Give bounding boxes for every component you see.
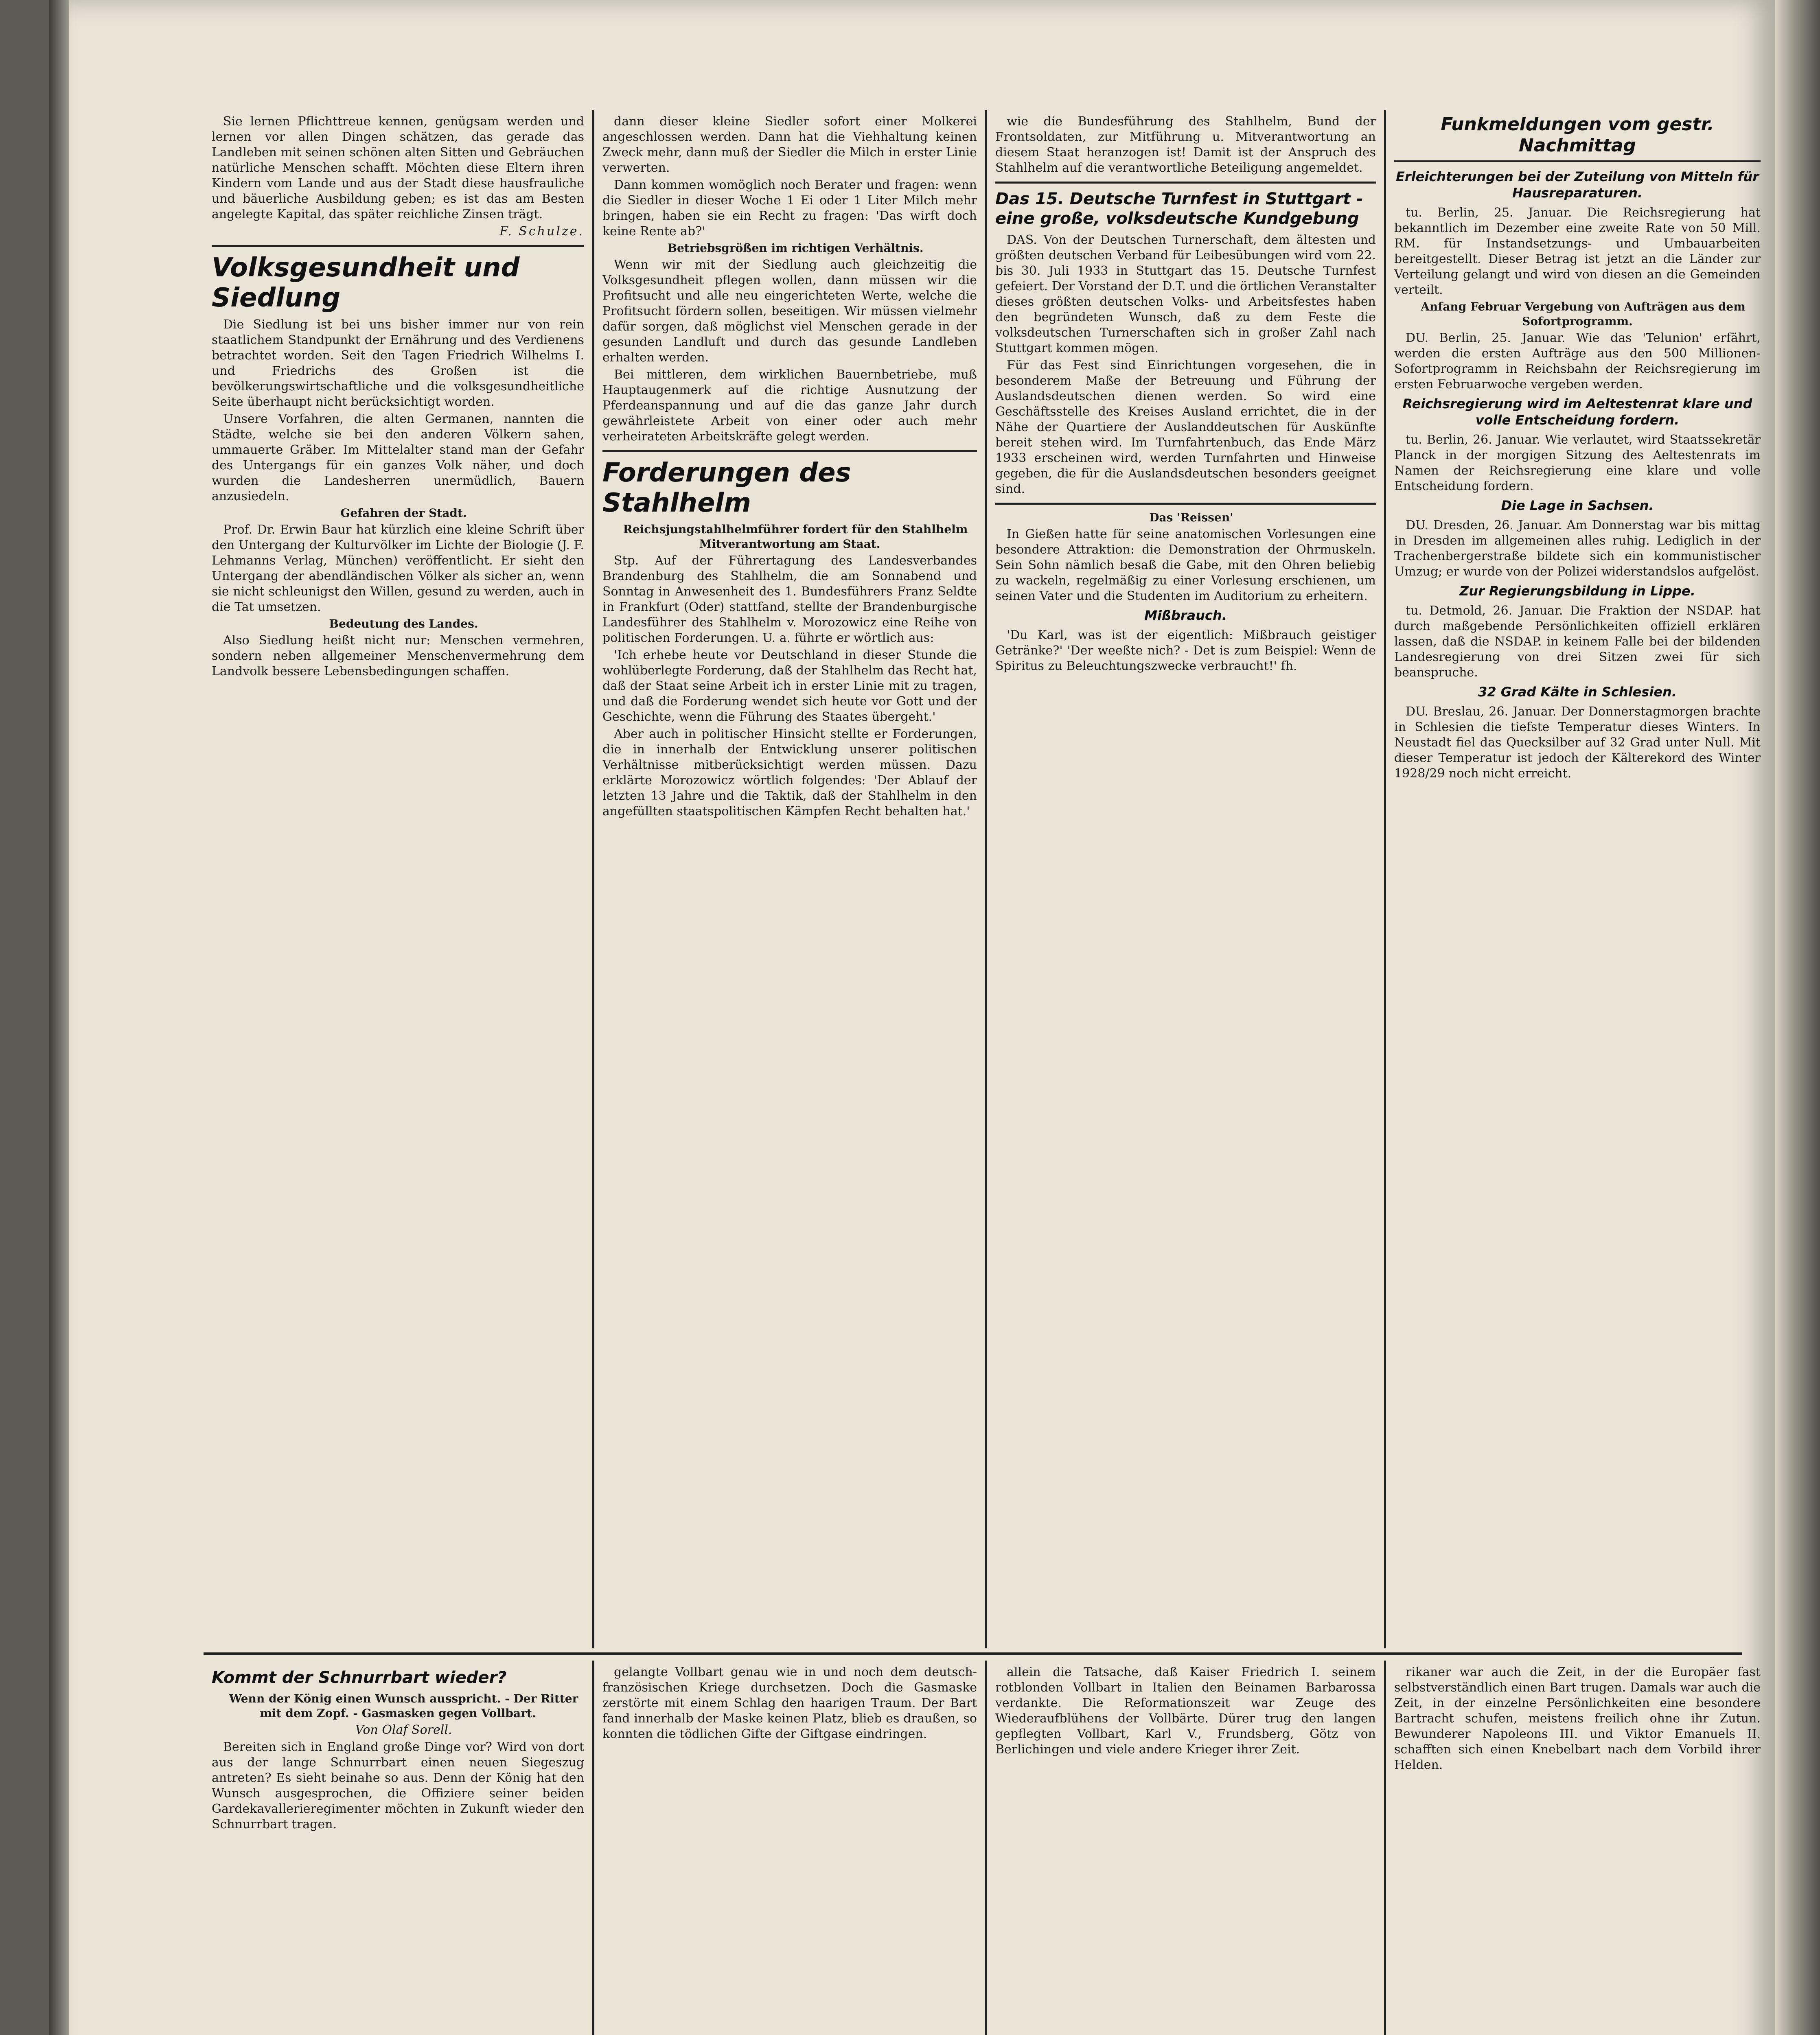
article-headline: Forderungen des Stahlhelm [602, 458, 851, 518]
article-paragraph: Unsere Vorfahren, die alten Germanen, nannten die Städte, welche sie bei den anderen Völkern sahen, ummauerte Gräber. Im Mittelalter stand man der Gefahr des Untergangs für ein ganzes Volk näher, und doch wurden die Landesherren unermüdlich, Bauern anzusiedeln. [212, 412, 584, 503]
article-divider [995, 503, 1376, 505]
feature-paragraph: rikaner war auch die Zeit, in der die Europäer fast selbstverständlich einen Bart trugen. Damals war auch die Zeit, in der einzelne Persönlichkeiten eine besondere Bartracht schufen, meistens freilich ohne ihr Zutun. Bewunderer Napoleons III. und Viktor Emanuels II. schafften sich einen Knebelbart nach dem Vorbild ihrer Helden. [1394, 1665, 1761, 1772]
column-4 [1394, 114, 1761, 1644]
section-subhead: Betriebsgrößen im richtigen Verhältnis. [667, 241, 924, 255]
bottom-column-1 [212, 1665, 584, 2035]
column-rule [592, 110, 594, 1648]
news-banner: Funkmeldungen vom gestr. Nachmittag [1394, 114, 1761, 162]
feature-headline: Kommt der Schnurrbart wieder? [212, 1668, 507, 1687]
article-paragraph: Für das Fest sind Einrichtungen vorgesehen, die in besonderem Maße der Betreuung und Führung der Auslandsdeutschen dienen werden. So wird eine Geschäftsstelle des Kreises Ausland errichtet, die in der Nähe der Quartiere der Auslanddeutschen für Auskünfte bereit stehen wird. Im Turnfahrtenbuch, das Ende März 1933 erscheinen wird, werden Turnfahrten und Hinweise gegeben, die für die Auslandsdeutschen besonders geeignet sind. [995, 358, 1376, 496]
horizontal-rule [204, 1652, 1742, 1655]
article-paragraph: Dann kommen womöglich noch Berater und fragen: wenn die Siedler in dieser Woche 1 Ei oder 1 Liter Milch mehr bringen, haben sie ein Recht zu fragen: 'Das wirft doch keine Rente ab?' [602, 178, 977, 239]
feature-paragraph: Bereiten sich in England große Dinge vor? Wird von dort aus der lange Schnurrbart einen neuen Siegeszug antreten? Es sieht beinahe so aus. Denn der König hat den Wunsch ausgesprochen, die Offiziere seiner beiden Gardekavallerieregimenter möchten in Zukunft wieder den Schnurrbart tragen. [212, 1740, 584, 1831]
article-paragraph: Bei mittleren, dem wirklichen Bauernbetriebe, muß Hauptaugenmerk auf die richtige Ausnutzung der Pferdeanspannung und auf die das ganze Jahr durch gewährleistete Arbeit von einer oder auch mehr verheirateten Arbeitskräfte gelegt werden. [602, 368, 977, 444]
news-paragraph: DU. Breslau, 26. Januar. Der Donnerstagmorgen brachte in Schlesien die tiefste Temperatur dieses Winters. In Neustadt fiel das Quecksilber auf 32 Grad unter Null. Mit dieser Temperatur ist jedoch der Kälterekord des Winter 1928/29 noch nicht erreicht. [1394, 705, 1761, 781]
column-1 [212, 114, 584, 1644]
news-headline: Erleichterungen bei der Zuteilung von Mitteln für Hausreparaturen. [1396, 169, 1759, 201]
feature-paragraph: gelangte Vollbart genau wie in und noch dem deutsch-französischen Kriege durchsetzen. Doch die Gasmaske zerstörte mit einem Schlag den haarigen Traum. Der Bart fand innerhalb der Maske keinen Platz, blieb es draußen, so konnten die tödlichen Gifte der Giftgase eindringen. [602, 1665, 977, 1741]
article-paragraph: Also Siedlung heißt nicht nur: Menschen vermehren, sondern neben allgemeiner Menschenvermehrung dem Landvolk bessere Lebensbedingungen schaffen. [212, 633, 584, 678]
news-paragraph: DU. Dresden, 26. Januar. Am Donnerstag war bis mittag in Dresden im allgemeinen alles ruhig. Lediglich in der Trachenbergerstraße bildete sich ein kommunistischer Umzug; er wurde von der Polizei widerstandslos aufgelöst. [1394, 518, 1761, 579]
article-paragraph: wie die Bundesführung des Stahlhelm, Bund der Frontsoldaten, zur Mitführung u. Mitverantwortung an diesem Staat heranzogen ist! Damit ist der Anspruch des Stahlhelm auf die verantwortliche Beteiligung angemeldet. [995, 114, 1376, 175]
signature: F. Schulze. [499, 224, 584, 239]
article-paragraph: 'Du Karl, was ist der eigentlich: Mißbrauch geistiger Getränke?' 'Der weeßte nich? - Det is zum Beispiel: Wenn de Spiritus zu Beleuchtungszwecke verbraucht!' fh. [995, 628, 1376, 673]
feature-paragraph: allein die Tatsache, daß Kaiser Friedrich I. seinem rotblonden Vollbart in Italien den Beinamen Barbarossa verdankte. Die Reformationszeit war Zeuge des Wiederaufblühens der Vollbärte. Dürer trug den langen gepflegten Vollbart, Karl V., Frundsberg, Götz von Berlichingen und viele andere Krieger ihrer Zeit. [995, 1665, 1376, 1757]
column-rule [1384, 110, 1386, 1648]
section-subhead: Bedeutung des Landes. [329, 617, 478, 630]
news-headline: Die Lage in Sachsen. [1501, 498, 1654, 513]
page-edge [1775, 0, 1820, 2035]
news-subhead: Anfang Februar Vergebung von Aufträgen aus dem Sofortprogramm. [1421, 300, 1746, 328]
article-paragraph: Die Siedlung ist bei uns bisher immer nur von rein staatlichem Standpunkt der Ernährung und des Verdienens betrachtet worden. Seit den Tagen Friedrich Wilhelms I. und Friedrichs des Großen ist die bevölkerungswirtschaftliche und die volksgesundheitliche Seite überhaupt nicht berücksichtigt worden. [212, 317, 584, 409]
column-2 [602, 114, 977, 1644]
news-paragraph: tu. Detmold, 26. Januar. Die Fraktion der NSDAP. hat durch maßgebende Persönlichkeiten offiziell erklären lassen, daß die NSDAP. in keinem Falle bei der bildenden Landesregierung von drei Sitzen zwei für sich beanspruche. [1394, 604, 1761, 680]
bottom-column-2 [602, 1665, 977, 2035]
section-subhead: Das 'Reissen' [1149, 511, 1233, 524]
article-paragraph: In Gießen hatte für seine anatomischen Vorlesungen eine besondere Attraktion: die Demonstration der Ohrmuskeln. Sein Sohn nämlich besaß die Gabe, mit den Ohren beliebig zu wackeln, regelmäßig zu einer Vorlesung erschienen, um seinen Vater und die Studenten im Auditorium zu erheitern. [995, 527, 1376, 603]
article-divider [602, 450, 977, 452]
article-divider [212, 245, 584, 247]
column-rule [985, 110, 987, 1648]
section-subhead: Gefahren der Stadt. [340, 506, 467, 520]
bottom-column-4 [1394, 1665, 1761, 2035]
feature-byline: Von Olaf Sorell. [355, 1723, 452, 1737]
intro-paragraph: Sie lernen Pflichttreue kennen, genügsam werden und lernen vor allen Dingen schätzen, das gerade das Landleben mit seinen schönen alten Sitten und Gebräuchen natürliche Menschen schafft. Möchten diese Eltern ihren Kindern vom Lande und aus der Stadt diese hausfrauliche und bäuerliche Ausbildung geben; es ist das am Besten angelegte Kapital, das später reichliche Zinsen trägt. [212, 114, 584, 221]
column-rule [592, 1661, 594, 2035]
article-paragraph: 'Ich erhebe heute vor Deutschland in dieser Stunde die wohlüberlegte Forderung, daß der Stahlhelm das Recht hat, daß der Staat seine Arbeit ich in erster Linie mit zu tragen, und daß die Forderung wendet sich heute vor Gott und der Geschichte, wenn die Führung des Staates übergeht.' [602, 648, 977, 724]
column-3 [995, 114, 1376, 1644]
article-paragraph: Stp. Auf der Führertagung des Landesverbandes Brandenburg des Stahlhelm, die am Sonnabend und Sonntag in Anwesenheit des 1. Bundesführers Franz Seldte in Frankfurt (Oder) stattfand, stellte der Brandenburgische Landesführer des Stahlhelm v. Morozowicz eine Reihe von politischen Forderungen. U. a. führte er wörtlich aus: [602, 554, 977, 645]
article-paragraph: Aber auch in politischer Hinsicht stellte er Forderungen, die in innerhalb der Entwicklung unserer politischen Verhältnisse mitberücksichtigt werden müssen. Dazu erklärte Morozowicz wörtlich folgendes: 'Der Ablauf der letzten 13 Jahre und die Taktik, daß der Stahlhelm in den angefüllten staatspolitischen Kämpfen Recht behalten hat.' [602, 727, 977, 818]
news-headline: 32 Grad Kälte in Schlesien. [1478, 684, 1677, 700]
column-rule [985, 1661, 987, 2035]
article-headline: Volksgesundheit und Siedlung [212, 253, 520, 313]
article-paragraph: Prof. Dr. Erwin Baur hat kürzlich eine kleine Schrift über den Untergang der Kulturvölker im Lichte der Biologie (J. F. Lehmanns Verlag, München) veröffentlicht. Er sieht den Untergang der abendländischen Völker als sicher an, wenn sie nicht schleunigst den Willen, gesund zu werden, auch in die Tat umsetzen. [212, 523, 584, 614]
news-paragraph: DU. Berlin, 25. Januar. Wie das 'Telunion' erfährt, werden die ersten Aufträge aus den 500 Millionen-Sofortprogramm in Reichsbahn der Reichsregierung im ersten Februarwoche vergeben werden. [1394, 331, 1761, 392]
news-headline: Zur Regierungsbildung in Lippe. [1459, 583, 1695, 599]
column-rule [1384, 1661, 1386, 2035]
article-divider [995, 182, 1376, 184]
article-paragraph: Wenn wir mit der Siedlung auch gleichzeitig die Volksgesundheit pflegen wollen, dann müssen wir die Profitsucht und alle neu eingerichteten Werte, welche die Profitsucht fördern sollen, beseitigen. Wir müssen vielmehr dafür sorgen, daß möglichst viel Menschen gerade in der gesunden Landluft und durch das gesunde Landleben erhalten werden. [602, 258, 977, 365]
section-subhead: Reichsjungstahlhelmführer fordert für den Stahlhelm Mitverantwortung am Staat. [623, 523, 968, 551]
article-paragraph: DAS. Von der Deutschen Turnerschaft, dem ältesten und größten deutschen Verband für Leibesübungen wird vom 22. bis 30. Juli 1933 in Stuttgart das 15. Deutsche Turnfest gefeiert. Der Vorstand der D.T. und die örtlichen Veranstalter dieses größten deutschen Volks- und Arbeitsfestes haben den begründeten Wunsch, daß zu dem Feste die volksdeutschen Turnerschaften sich in großer Zahl nach Stuttgart kommen mögen. [995, 233, 1376, 355]
article-headline: Das 15. Deutsche Turnfest in Stuttgart - eine große, volksdeutsche Kundgebung [995, 190, 1363, 228]
bottom-column-3 [995, 1665, 1376, 2035]
news-headline: Reichsregierung wird im Aeltestenrat klare und volle Entscheidung fordern. [1402, 396, 1752, 428]
article-paragraph: dann dieser kleine Siedler sofort einer Molkerei angeschlossen werden. Dann hat die Viehhaltung keinen Zweck mehr, dann muß der Siedler die Milch in erster Linie verwerten. [602, 114, 977, 175]
news-paragraph: tu. Berlin, 26. Januar. Wie verlautet, wird Staatssekretär Planck in der morgigen Sitzung des Aeltestenrats im Namen der Reichsregierung eine klare und volle Entscheidung fordern. [1394, 433, 1761, 493]
feature-subhead: Wenn der König einen Wunsch ausspricht. - Der Ritter mit dem Zopf. - Gasmasken gegen Vollbart. [229, 1692, 578, 1720]
section-headline: Mißbrauch. [1144, 608, 1227, 623]
news-paragraph: tu. Berlin, 25. Januar. Die Reichsregierung hat bekanntlich im Dezember eine zweite Rate von 50 Mill. RM. für Instandsetzungs- und Umbauarbeiten bereitgestellt. Dieser Betrag ist jetzt an die Länder zur Verteilung gelangt und wird von diesen an die Gemeinden verteilt. [1394, 206, 1761, 297]
